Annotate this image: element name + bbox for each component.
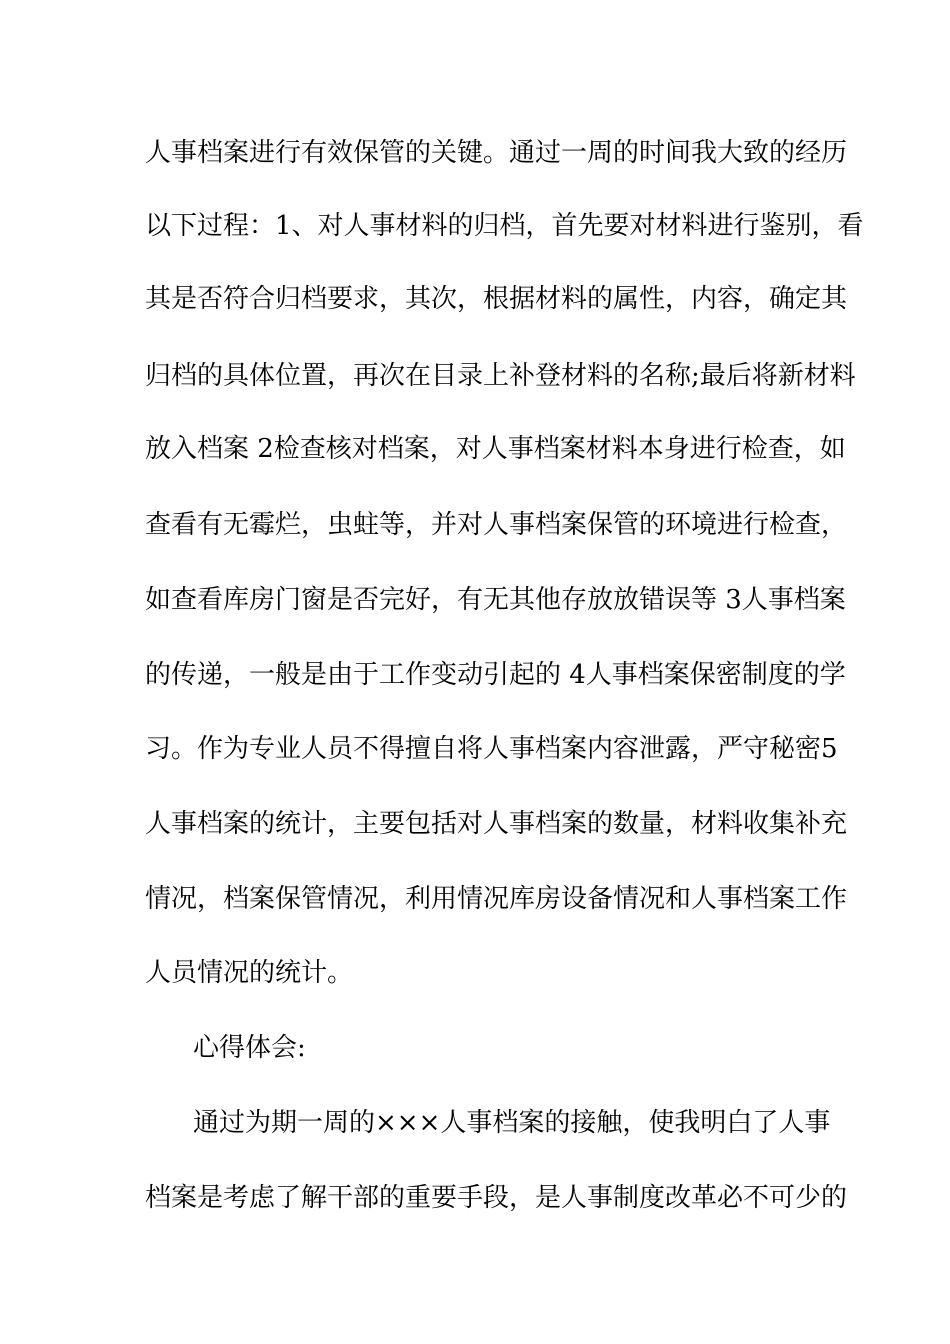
text-line: 的传递，一般是由于工作变动引起的 4人事档案保密制度的学 (145, 660, 846, 690)
text-line: 情况，档案保管情况，利用情况库房设备情况和人事档案工作 (145, 884, 848, 914)
section-heading: 心得体会: (193, 1033, 306, 1063)
text-line: 人事档案进行有效保管的关键。通过一周的时间我大致的经历 (145, 138, 848, 168)
text-line: 习。作为专业人员不得擅自将人事档案内容泄露，严守秘密5 (145, 734, 838, 764)
text-line: 档案是考虑了解干部的重要手段，是人事制度改革必不可少的 (145, 1183, 848, 1213)
text-line: 归档的具体位置，再次在目录上补登材料的名称;最后将新材料 (145, 361, 856, 391)
text-line: 查看有无霉烂，虫蛀等，并对人事档案保管的环境进行检查， (145, 510, 848, 540)
text-line: 如查看库房门窗是否完好，有无其他存放放错误等 3人事档案 (145, 585, 846, 615)
text-line: 放入档案 2检查核对档案，对人事档案材料本身进行检查，如 (145, 434, 846, 464)
text-line: 通过为期一周的×××人事档案的接触，使我明白了人事 (193, 1108, 831, 1138)
text-line: 其是否符合归档要求，其次，根据材料的属性，内容，确定其 (145, 284, 848, 314)
text-line: 人员情况的统计。 (145, 958, 354, 988)
text-line: 以下过程：1、对人事材料的归档，首先要对材料进行鉴别，看 (145, 211, 864, 241)
text-line: 人事档案的统计，主要包括对人事档案的数量，材料收集补充 (145, 809, 848, 839)
